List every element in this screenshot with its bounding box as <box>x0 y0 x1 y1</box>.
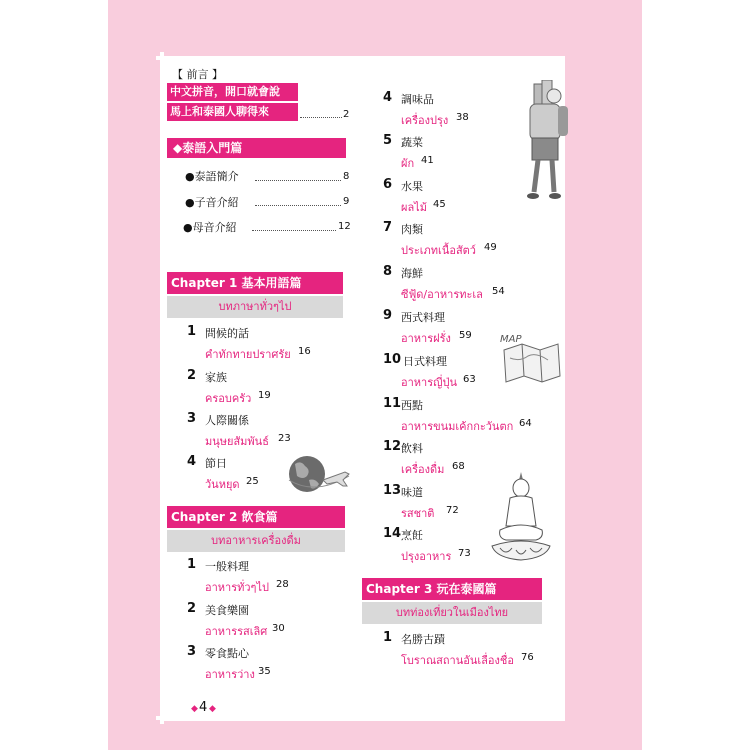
right-item-th: ผัก <box>401 157 415 170</box>
corner-decoration-bottom <box>156 716 166 726</box>
chapter2-title: Chapter 2 飲食篇 <box>167 506 345 528</box>
right-item-th: อาหารขนมเค้กกะวันตก <box>401 420 514 433</box>
chapter2-item-number: 2 <box>187 601 197 616</box>
right-item-zh: 調味品 <box>401 93 434 106</box>
chapter2-item-page: 35 <box>258 666 271 677</box>
chapter2-item-th: อาหารว่าง <box>205 668 255 681</box>
right-item-zh: 味道 <box>401 486 423 499</box>
chapter2-item-th: อาหารทั่วๆไป <box>205 581 269 594</box>
right-item-th: อาหารญี่ปุ่น <box>401 376 457 389</box>
chapter3-item-number: 1 <box>383 630 393 645</box>
page-number-marker-right: ◆ <box>209 704 216 714</box>
page-number: 4 <box>199 700 208 715</box>
chapter1-item-th: วันหยุด <box>205 478 240 491</box>
right-item-th: ซีฟู้ด/อาหารทะเล <box>401 288 483 301</box>
right-item-number: 14 <box>383 526 402 541</box>
chapter1-item-page: 19 <box>258 390 271 401</box>
chapter2-item-zh: 美食樂園 <box>205 604 249 617</box>
chapter2-item-page: 30 <box>272 623 285 634</box>
corner-decoration-top <box>156 52 166 62</box>
globe-airplane-icon <box>285 450 355 500</box>
intro-item-page: 8 <box>343 171 350 182</box>
chapter1-item-number: 2 <box>187 368 197 383</box>
traveler-illustration-icon <box>520 80 570 202</box>
right-item-th: เครื่องปรุง <box>401 114 449 127</box>
right-item-number: 11 <box>383 396 402 411</box>
chapter1-item-number: 4 <box>187 454 197 469</box>
chapter2-item-number: 3 <box>187 644 197 659</box>
intro-item-label: ●子音介紹 <box>185 196 239 209</box>
intro-item-leader <box>255 205 341 206</box>
right-item-page: 54 <box>492 286 505 297</box>
chapter1-item-th: ครอบครัว <box>205 392 252 405</box>
intro-item-label: ●泰語簡介 <box>185 170 239 183</box>
page-number-marker-left: ◆ <box>191 704 198 714</box>
chapter2-item-number: 1 <box>187 557 197 572</box>
right-item-number: 6 <box>383 177 393 192</box>
right-item-number: 12 <box>383 439 402 454</box>
chapter3-item-zh: 名勝古蹟 <box>401 633 445 646</box>
intro-item-page: 12 <box>338 221 351 232</box>
right-item-page: 49 <box>484 242 497 253</box>
intro-item-label: ●母音介紹 <box>183 221 237 234</box>
preface-label: 【 前言 】 <box>172 68 223 81</box>
chapter1-title: Chapter 1 基本用語篇 <box>167 272 343 294</box>
right-item-zh: 日式料理 <box>403 355 447 368</box>
chapter2-item-th: อาหารรสเลิศ <box>205 625 268 638</box>
chapter1-item-number: 1 <box>187 324 197 339</box>
chapter3-subtitle: บทท่องเที่ยวในเมืองไทย <box>362 602 542 624</box>
chapter1-item-page: 16 <box>298 346 311 357</box>
chapter1-subtitle: บทภาษาทั่วๆไป <box>167 296 343 318</box>
right-item-zh: 海鮮 <box>401 267 423 280</box>
map-illustration-icon <box>496 328 566 386</box>
chapter1-item-zh: 人際關係 <box>205 414 249 427</box>
right-item-number: 9 <box>383 308 393 323</box>
chapter1-item-th: คำทักทายปราศรัย <box>205 348 291 361</box>
preface-page: 2 <box>343 109 350 120</box>
right-item-page: 45 <box>433 199 446 210</box>
right-item-number: 5 <box>383 133 393 148</box>
right-item-page: 63 <box>463 374 476 385</box>
chapter3-item-page: 76 <box>521 652 534 663</box>
right-item-zh: 烹飪 <box>401 529 423 542</box>
right-item-zh: 蔬菜 <box>401 136 423 149</box>
right-item-th: ปรุงอาหาร <box>401 550 452 563</box>
chapter2-item-zh: 零食點心 <box>205 647 249 660</box>
right-item-page: 68 <box>452 461 465 472</box>
buddha-statue-icon <box>486 470 556 562</box>
chapter1-item-zh: 家族 <box>205 371 227 384</box>
right-item-number: 10 <box>383 352 402 367</box>
chapter2-item-zh: 一般料理 <box>205 560 249 573</box>
chapter1-item-page: 23 <box>278 433 291 444</box>
right-item-th: รสชาติ <box>401 507 435 520</box>
intro-section-title: ◆泰語入門篇 <box>167 138 346 158</box>
chapter2-item-page: 28 <box>276 579 289 590</box>
right-item-zh: 水果 <box>401 180 423 193</box>
preface-title-line1: 中文拼音，開口就會說 <box>167 83 298 101</box>
right-item-number: 4 <box>383 90 393 105</box>
right-item-page: 59 <box>459 330 472 341</box>
chapter2-subtitle: บทอาหารเครื่องดื่ม <box>167 530 345 552</box>
intro-item-leader <box>252 230 336 231</box>
chapter1-item-zh: 節日 <box>205 457 227 470</box>
chapter1-item-number: 3 <box>187 411 197 426</box>
right-item-zh: 飲料 <box>401 442 423 455</box>
preface-leader <box>300 117 342 118</box>
right-item-number: 13 <box>383 483 402 498</box>
intro-item-leader <box>255 180 341 181</box>
right-item-th: ประเภทเนื้อสัตว์ <box>401 244 476 257</box>
right-item-number: 8 <box>383 264 393 279</box>
chapter1-item-th: มนุษยสัมพันธ์ <box>205 435 269 448</box>
chapter3-title: Chapter 3 玩在泰國篇 <box>362 578 542 600</box>
chapter3-item-th: โบราณสถานอันเลื่องชื่อ <box>401 654 514 667</box>
right-item-zh: 西式料理 <box>401 311 445 324</box>
right-item-page: 38 <box>456 112 469 123</box>
right-item-page: 64 <box>519 418 532 429</box>
map-label: MAP <box>500 334 522 345</box>
right-item-th: ผลไม้ <box>401 201 427 214</box>
right-item-th: เครื่องดื่ม <box>401 463 445 476</box>
right-item-page: 72 <box>446 505 459 516</box>
right-item-page: 73 <box>458 548 471 559</box>
chapter1-item-zh: 問候的話 <box>205 327 249 340</box>
right-item-page: 41 <box>421 155 434 166</box>
preface-title-line2: 馬上和泰國人聊得來 <box>167 103 298 121</box>
chapter1-item-page: 25 <box>246 476 259 487</box>
intro-item-page: 9 <box>343 196 350 207</box>
right-item-th: อาหารฝรั่ง <box>401 332 451 345</box>
right-item-number: 7 <box>383 220 393 235</box>
right-item-zh: 肉類 <box>401 223 423 236</box>
right-item-zh: 西點 <box>401 399 423 412</box>
